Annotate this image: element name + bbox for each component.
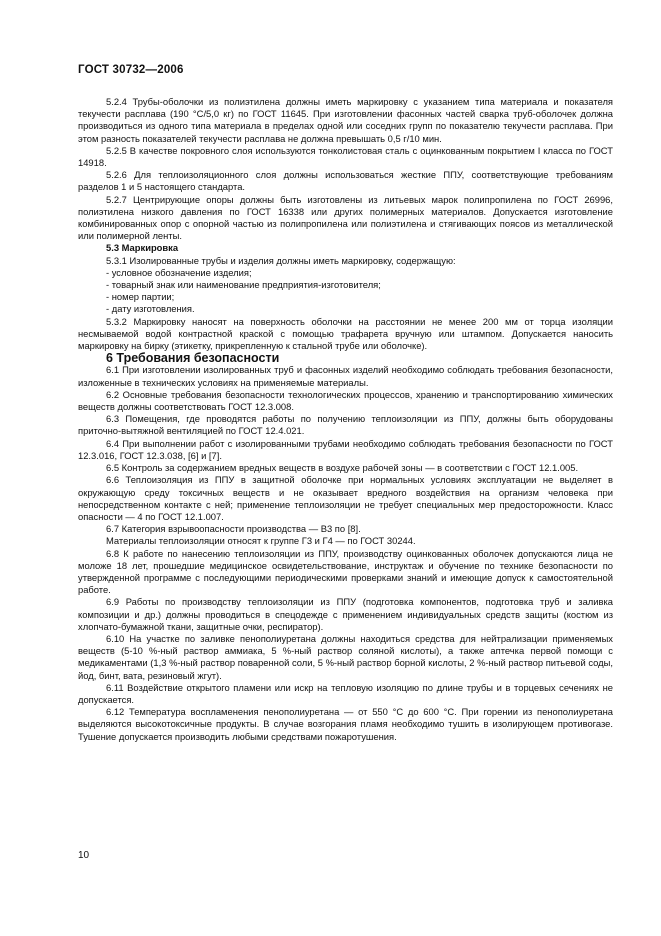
paragraph: 6.11 Воздействие открытого пламени или искр на тепловую изоляцию по длине трубы и в торцевых сечениях не допускается. (78, 681, 613, 705)
section-heading: 6 Требования безопасности (106, 351, 280, 366)
paragraph: 6.4 При выполнении работ с изолированными трубами необходимо соблюдать требования безопасности по ГОСТ 12.3.016, ГОСТ 12.3.038, [6] и [7]. (78, 437, 613, 461)
paragraph: 6.5 Контроль за содержанием вредных веществ в воздухе рабочей зоны — в соответствии с ГОСТ 12.1.005. (106, 462, 579, 474)
paragraph: 5.2.4 Трубы-оболочки из полиэтилена должны иметь маркировку с указанием типа материала и показателя текучести расплава (190 °С/5,0 кг) по ГОСТ 11645. При изготовлении фасонных частей сварка труб-оболочек должна производиться из одного типа материала в пределах одной или соседних групп по показателю текучести расплава. При этом разность показателей текучести расплава не должна превышать 0,5 г/10 мин. (78, 96, 613, 144)
paragraph: 5.3.1 Изолированные трубы и изделия должны иметь маркировку, содержащую: (106, 254, 456, 266)
paragraph: 6.10 На участке по заливке пенополиуретана должны находиться средства для нейтрализации применяемых веществ (5-10 %-ный раствор аммиака, 5 %-ный раствор соляной кислоты), а также аптечка первой помощи с медикаментами (1,3 %-ный раствор поваренной соли, 5 %-ный раствор борной кислоты, 2 %-ный раствор питьевой соды, йод, бинт, вата, резиновый жгут). (78, 632, 613, 681)
list-item: - номер партии; (106, 291, 175, 303)
paragraph: 6.9 Работы по производству теплоизоляции из ППУ (подготовка компонентов, подготовка труб и заливка композиции и др.) должны проводиться в спецодежде с применением индивидуальных средств защиты (костюм из хлопчато-бумажной ткани, защитные очки, респиратор). (78, 596, 613, 632)
paragraph: 5.2.5 В качестве покровного слоя используются тонколистовая сталь с оцинкованным покрытием I класса по ГОСТ 14918. (78, 144, 613, 169)
paragraph: 6.7 Категория взрывоопасности производства — В3 по [8]. (106, 523, 361, 535)
list-item: - дату изготовления. (106, 303, 195, 315)
paragraph: 6.3 Помещения, где проводятся работы по получению теплоизоляции из ППУ, должны быть оборудованы приточно-вытяжной вентиляцией по ГОСТ 12.4.021. (78, 413, 613, 437)
paragraph: 6.8 К работе по нанесению теплоизоляции из ППУ, производству оцинкованных оболочек допускаются лица не моложе 18 лет, прошедшие медицинское освидетельствование, инструктаж и обучение по технике безопасности по утвержденной программе с последующими периодическими проверками знаний и имеющие допуск к самостоятельной работе. (78, 547, 613, 596)
page-number: 10 (78, 850, 90, 861)
paragraph: 5.2.7 Центрирующие опоры должны быть изготовлены из литьевых марок полипропилена по ГОСТ 26996, полиэтилена низкого давления по ГОСТ 16338 или других полимерных материалов. Допускается изготовление комбинированных опор с опорной частью из полипропилена или полиэтилена и стягивающих поясов из металлической или полимерной ленты. (78, 193, 613, 242)
paragraph: 6.2 Основные требования безопасности технологических процессов, хранению и транспортированию химических веществ должны соответствовать ГОСТ 12.3.008. (78, 388, 613, 413)
list-item: - товарный знак или наименование предприятия-изготовителя; (106, 279, 381, 291)
paragraph: 5.2.6 Для теплоизоляционного слоя должны использоваться жесткие ППУ, соответствующие требованиям разделов 1 и 5 настоящего стандарта. (78, 169, 613, 193)
paragraph: 6.12 Температура воспламенения пенополиуретана — от 550 °С до 600 °С. При горении из пенополиуретана выделяются высокотоксичные продукты. В случае возгорания пламя необходимо тушить в изолирующем противогазе. Тушение допускается производить любыми средствами пожаротушения. (78, 706, 613, 742)
document-body (78, 96, 613, 743)
paragraph: 6.1 При изготовлении изолированных труб и фасонных изделий необходимо соблюдать требования безопасности, изложенные в технических условиях на применяемые материалы. (78, 364, 613, 388)
paragraph: Материалы теплоизоляции относят к группе Г3 и Г4 — по ГОСТ 30244. (106, 535, 416, 547)
list-item: - условное обозначение изделия; (106, 266, 252, 278)
subsection-heading: 5.3 Маркировка (106, 242, 179, 254)
document-header: ГОСТ 30732—2006 (78, 64, 184, 76)
paragraph: 6.6 Теплоизоляция из ППУ в защитной оболочке при нормальных условиях эксплуатации не выделяет в окружающую среду токсичных веществ и не оказывает вредного воздействия на организм человека при непосредственном контакте с ней; применение теплоизоляции не требует специальных мер предосторожности. Класс опасности — 4 по ГОСТ 12.1.007. (78, 474, 613, 522)
paragraph: 5.3.2 Маркировку наносят на поверхность оболочки на расстоянии не менее 200 мм от торца изоляции несмываемой водой контрастной краской с помощью трафарета вручную или штампом. Допускается наносить маркировку на бирку (этикетку, прикрепленную к стальной трубе или оболочке). (78, 315, 613, 352)
